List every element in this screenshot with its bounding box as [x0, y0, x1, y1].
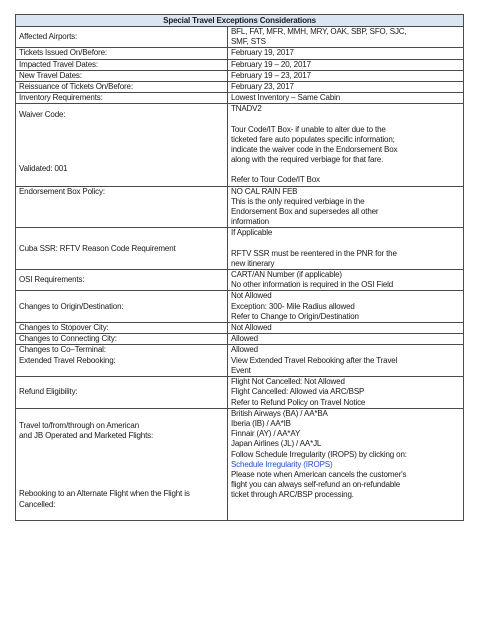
row-value: February 19 – 23, 2017	[228, 70, 464, 81]
value-line: NO CAL RAIN FEB	[231, 186, 298, 196]
row-value: February 23, 2017	[228, 82, 464, 93]
row-label: Endorsement Box Policy:	[16, 186, 228, 228]
label-text: Refund Eligibility:	[19, 387, 78, 397]
value-line: SMF, STS	[231, 37, 266, 47]
row-value	[228, 186, 464, 228]
value-line: Allowed	[231, 345, 258, 355]
row-label	[16, 27, 228, 48]
row-label	[16, 377, 228, 409]
label-text: Cancelled:	[19, 499, 56, 509]
value-line: Tour Code/IT Box- if unable to alter due to the	[231, 124, 386, 134]
value-line: Japan Airlines (JL) / AA*JL	[231, 439, 322, 449]
row-label	[16, 345, 228, 377]
table-row	[16, 27, 464, 48]
value-line: Please note when American cancels the customer's	[231, 469, 407, 479]
value-line: Flight Not Cancelled: Not Allowed	[231, 377, 345, 387]
alternate-label	[19, 489, 224, 509]
table-row	[16, 93, 464, 104]
value-line: information	[231, 217, 269, 227]
value-line: CART/AN Number (if applicable)	[231, 270, 342, 280]
label-text: and JB Operated and Marketed Flights:	[19, 430, 154, 440]
spacer	[231, 165, 460, 175]
table-row	[16, 59, 464, 70]
table-row	[16, 48, 464, 59]
value-line: Refer to Change to Origin/Destination	[231, 311, 359, 321]
row-label: Inventory Requirements:	[16, 93, 228, 104]
row-label	[16, 291, 228, 323]
label-text: Cuba SSR: RFTV Reason Code Requirement	[19, 243, 176, 253]
table-title: Special Travel Exceptions Considerations	[16, 15, 464, 27]
value-line: Endorsement Box and supersedes all other	[231, 207, 379, 217]
value-line: Finnair (AY) / AA*AY	[231, 429, 301, 439]
table-row	[16, 334, 464, 345]
value-line: Refer to Tour Code/IT Box	[231, 175, 320, 185]
value-line: Follow Schedule Irregularity (IROPS) by clicking on:	[231, 449, 407, 459]
row-value	[228, 104, 464, 186]
row-value: Not Allowed	[228, 323, 464, 334]
table-row	[16, 377, 464, 409]
waiver-label-stack	[19, 104, 224, 176]
table-row	[16, 270, 464, 291]
exceptions-table	[15, 14, 464, 521]
label-text: Travel to/from/through on American	[19, 420, 139, 430]
row-label	[16, 228, 228, 270]
spacer	[231, 115, 460, 125]
value-line: ticket through ARC/BSP processing.	[231, 490, 354, 500]
table-header-row	[16, 15, 464, 27]
partners-label-stack	[19, 409, 224, 520]
table-row	[16, 70, 464, 81]
waiver-code: TNADV2	[231, 104, 262, 114]
value-line: BFL, FAT, MFR, MMH, MRY, OAK, SBP, SFO, SJC,	[231, 27, 407, 36]
value-line: If Applicable	[231, 228, 273, 238]
row-value: Lowest Inventory – Same Cabin	[228, 93, 464, 104]
value-line: No other information is required in the OSI Field	[231, 280, 394, 290]
table-row	[16, 323, 464, 334]
row-label: New Travel Dates:	[16, 70, 228, 81]
row-value	[228, 408, 464, 520]
table-row	[16, 228, 464, 270]
label-text: Validated: 001	[19, 164, 68, 174]
value-line: ticketed fare auto populates specific information;	[231, 134, 395, 144]
row-label: Changes to Stopover City:	[16, 323, 228, 334]
table-row	[16, 104, 464, 186]
value-line: RFTV SSR must be reentered in the PNR for the	[231, 248, 397, 258]
label-text: Changes to Origin/Destination:	[19, 301, 124, 311]
value-line: View Extended Travel Rebooking after the Travel	[231, 355, 398, 365]
table-row	[16, 408, 464, 520]
row-label: Impacted Travel Dates:	[16, 59, 228, 70]
label-text: Extended Travel Rebooking:	[19, 355, 116, 365]
table-row	[16, 345, 464, 377]
row-value: February 19 – 20, 2017	[228, 59, 464, 70]
label-text: Changes to Co–Terminal:	[19, 345, 106, 355]
row-value	[228, 291, 464, 323]
value-line: along with the required verbiage for that fare.	[231, 155, 384, 165]
row-value	[228, 27, 464, 48]
value-line: Refer to Refund Policy on Travel Notice	[231, 397, 366, 407]
row-label: Changes to Connecting City:	[16, 334, 228, 345]
irops-link[interactable]: Schedule Irregularity (IROPS)	[231, 459, 333, 469]
value-line: Exception: 300- Mile Radius allowed	[231, 301, 355, 311]
label-text: Waiver Code:	[19, 110, 66, 120]
value-line: new itinerary	[231, 258, 275, 268]
row-value: February 19, 2017	[228, 48, 464, 59]
label-text: Rebooking to an Alternate Flight when the Flight is	[19, 489, 190, 499]
row-label: Tickets Issued On/Before:	[16, 48, 228, 59]
value-line: Iberia (IB) / AA*IB	[231, 418, 291, 428]
table-row	[16, 186, 464, 228]
row-value	[228, 270, 464, 291]
value-line: Not Allowed	[231, 291, 272, 301]
spacer	[231, 239, 460, 249]
table-row	[16, 291, 464, 323]
label-text: Affected Airports:	[19, 32, 78, 42]
value-line: indicate the waiver code in the Endorsement Box	[231, 145, 398, 155]
value-line: flight you can always self-refund an on-refundable	[231, 480, 401, 490]
row-value	[228, 228, 464, 270]
partners-label	[19, 421, 224, 441]
row-label: Reissuance of Tickets On/Before:	[16, 82, 228, 93]
table-row	[16, 82, 464, 93]
row-label	[16, 104, 228, 186]
row-label	[16, 270, 228, 291]
row-value	[228, 345, 464, 377]
row-label	[16, 408, 228, 520]
value-line: Event	[231, 365, 251, 375]
row-value: Allowed	[228, 334, 464, 345]
row-value	[228, 377, 464, 409]
label-text: OSI Requirements:	[19, 275, 85, 285]
value-line: British Airways (BA) / AA*BA	[231, 408, 328, 418]
value-line: This is the only required verbiage in the	[231, 196, 365, 206]
value-line: Flight Cancelled: Allowed via ARC/BSP	[231, 387, 365, 397]
